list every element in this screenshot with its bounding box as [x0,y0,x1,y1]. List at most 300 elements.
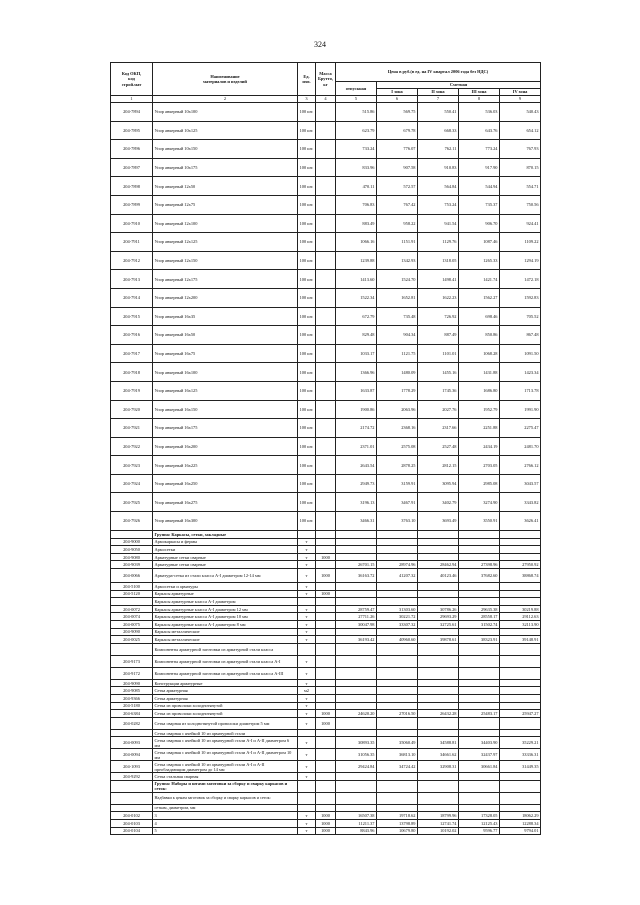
cell-mass [316,667,336,679]
cell-z4 [500,679,541,687]
cell-z3: 34403.90 [459,737,500,749]
cell-name: Сетка из проволоки холоднотянутой [153,702,298,710]
group-row [111,792,541,804]
cell-code: 204-7896 [111,140,153,159]
cell-code: 204-9000 [111,538,153,546]
cell-z1 [377,679,418,687]
cell-z1 [377,590,418,598]
cell-unit: 100 шт. [298,103,316,122]
cell-z2 [418,546,459,554]
cell-z3: 28558.17 [459,613,500,621]
table-row [111,233,541,252]
cell-z3: 1686.80 [459,381,500,400]
cell-mass [316,636,336,644]
cell-name: Арматурные сетки сварные [153,553,298,561]
unit-header: Ед. изм. [298,63,316,96]
cell-z2 [418,538,459,546]
cell-price: 3466.31 [336,512,377,531]
empty-cell [298,792,316,804]
cell-z2: 34588.81 [418,737,459,749]
cell-z3 [459,538,500,546]
empty-cell [500,792,541,804]
cell-z4 [500,717,541,729]
cell-unit: т [298,694,316,702]
cell-price: 1033.17 [336,344,377,363]
cell-z4 [500,538,541,546]
cell-name: Конструкции арматурные [153,679,298,687]
cell-z3: 31502.74 [459,621,500,629]
price-table-body [111,63,541,835]
cell-z3: 1562.27 [459,288,500,307]
cell-z2: 10192.02 [418,827,459,835]
cell-z4: 2275.47 [500,419,541,438]
cell-code: 204-0103 [111,820,153,828]
cell-z1 [377,538,418,546]
col-index: 2 [153,96,298,103]
cell-z1 [377,553,418,561]
cell-z4 [500,583,541,591]
cell-price: 733.24 [336,140,377,159]
cell-code: 204-9085 [111,687,153,695]
cell-code: 204-7895 [111,121,153,140]
cell-z4: 924.41 [500,214,541,233]
table-row [111,583,541,591]
cell-z4: 554.71 [500,177,541,196]
cell-code: 204-0094 [111,749,153,761]
empty-cell [316,792,336,804]
cell-name: Упор анкерный 10х100 [153,103,298,122]
cell-price: 36193.42 [336,636,377,644]
cell-price: 30047.98 [336,621,377,629]
cell-mass [316,456,336,475]
table-row [111,437,541,456]
cell-name: 5 [153,827,298,835]
cell-code: 204-7919 [111,381,153,400]
cell-z1: 2878.25 [377,456,418,475]
empty-cell [459,530,500,538]
table-row [111,569,541,583]
cell-z1: 34724.42 [377,761,418,773]
cell-mass [316,474,336,493]
empty-cell [316,530,336,538]
cell-mass [316,598,336,606]
cell-z4: 3343.82 [500,493,541,512]
cell-code: 204-7897 [111,158,153,177]
cell-name: Сетка стальная сварная [153,773,298,781]
table-row [111,621,541,629]
cell-code: 204-0282 [111,717,153,729]
table-row [111,749,541,761]
cell-code: 204-9172 [111,667,153,679]
cell-mass [316,702,336,710]
cell-z2: 1745.36 [418,381,459,400]
cell-z1 [377,628,418,636]
cell-z3: 12125.43 [459,820,500,828]
cell-name: 3 [153,812,298,820]
cell-mass [316,749,336,761]
cell-z4: 867.48 [500,326,541,345]
cell-mass [316,121,336,140]
cell-z1 [377,702,418,710]
table-row [111,694,541,702]
cell-z4 [500,655,541,667]
empty-cell [418,530,459,538]
table-row [111,140,541,159]
cell-z4: 35229.21 [500,737,541,749]
cell-z4: 38868.74 [500,569,541,583]
col-index: 8 [459,96,500,103]
cell-z2 [418,655,459,667]
group-title: Группа: Наборы и штамп заготовки за сборку и сварку каркасов и сеток: [153,780,298,792]
cell-z4: 32113.90 [500,621,541,629]
cell-unit: 100 шт. [298,456,316,475]
cell-z1 [377,717,418,729]
cell-mass [316,773,336,781]
cell-mass [316,270,336,289]
cell-z1: 3467.91 [377,493,418,512]
cell-price [336,694,377,702]
empty-cell [459,792,500,804]
cell-unit: т [298,583,316,591]
cell-name: Упор анкерный 16х275 [153,493,298,512]
empty-cell [336,804,377,812]
cell-z4 [500,553,541,561]
cell-unit: т [298,737,316,749]
cell-z1 [377,773,418,781]
cell-z1: 735.48 [377,307,418,326]
cell-name: Каркасы арматурные класса А-I диаметром 12 мм [153,605,298,613]
cell-z4 [500,546,541,554]
cell-code [111,792,153,804]
cell-name: Упор анкерный 16х125 [153,381,298,400]
cell-price [336,643,377,655]
page-number: 324 [314,40,326,49]
cell-code: 204-9039 [111,561,153,569]
cell-z1 [377,598,418,606]
cell-unit: т [298,613,316,621]
cell-name: Упор анкерный 16х50 [153,326,298,345]
cell-z3 [459,729,500,737]
cell-mass [316,538,336,546]
group-title: Надбавки к ценам заготовок за сборку и сварку каркасов и сеток: [153,792,298,804]
empty-cell [418,780,459,792]
cell-z1: 958.22 [377,214,418,233]
cell-z3: 698.46 [459,307,500,326]
cell-z2: 2812.15 [418,456,459,475]
cell-mass [316,233,336,252]
cell-z4 [500,598,541,606]
cell-z3: 1265.33 [459,251,500,270]
cell-name: Упор анкерный 12х100 [153,214,298,233]
cell-z4: 654.12 [500,121,541,140]
cell-z3 [459,590,500,598]
cell-name: 4 [153,820,298,828]
cell-z4: 3626.41 [500,512,541,531]
empty-cell [377,780,418,792]
cell-z3 [459,655,500,667]
empty-cell [336,530,377,538]
empty-cell [316,780,336,792]
cell-z4: 18062.29 [500,812,541,820]
cell-z3 [459,773,500,781]
cell-price [336,687,377,695]
cell-z1: 1480.09 [377,363,418,382]
cell-price: 26701.15 [336,561,377,569]
cell-unit: т [298,702,316,710]
cell-code: 204-7911 [111,233,153,252]
cell-z2: 3402.79 [418,493,459,512]
cell-code: 204-7899 [111,195,153,214]
cell-z2: 1622.23 [418,288,459,307]
cell-unit: 100 шт. [298,437,316,456]
cell-unit [298,598,316,606]
cell-unit: 100 шт. [298,512,316,531]
cell-name: Упор анкерный 12х175 [153,270,298,289]
cell-z4: 3043.57 [500,474,541,493]
cell-code: 204-9292 [111,773,153,781]
cell-z4: 12288.34 [500,820,541,828]
cell-name: Упор анкерный 16х225 [153,456,298,475]
table-row [111,400,541,419]
cell-unit: т [298,679,316,687]
cell-z3: 25483.17 [459,710,500,718]
cell-z2: 762.11 [418,140,459,159]
cell-price: 623.79 [336,121,377,140]
cell-unit: т [298,655,316,667]
cell-code: 204-7922 [111,437,153,456]
cell-unit [298,643,316,655]
cell-z3 [459,553,500,561]
cell-price: 31056.35 [336,749,377,761]
cell-unit: 100 шт. [298,400,316,419]
cell-z3: 38323.91 [459,636,500,644]
cell-z3: 773.24 [459,140,500,159]
cell-code [111,530,153,538]
cell-name: Сетка сварная с ячейкой 10 из арматурной стали А-I и А-II диаметром 6 мм [153,737,298,749]
cell-price: 1633.87 [336,381,377,400]
cell-code: 204-7915 [111,307,153,326]
cell-z4 [500,702,541,710]
cell-z4: 9794.01 [500,827,541,835]
table-row [111,679,541,687]
cell-z4: 1423.34 [500,363,541,382]
cell-z3: 544.94 [459,177,500,196]
cell-z3: 2985.08 [459,474,500,493]
cell-price: 833.96 [336,158,377,177]
cell-unit: 100 шт. [298,307,316,326]
cell-mass [316,613,336,621]
cell-mass [316,493,336,512]
cell-mass [316,158,336,177]
cell-unit: 100 шт. [298,493,316,512]
cell-z3: 2434.19 [459,437,500,456]
cell-z2: 2527.48 [418,437,459,456]
cell-mass [316,561,336,569]
cell-mass: 1000 [316,827,336,835]
empty-cell [500,804,541,812]
cell-unit [298,729,316,737]
name-header: Наименование материалов и изделий [153,63,298,96]
cell-z2: 12741.74 [418,820,459,828]
cell-z4 [500,773,541,781]
cell-price [336,628,377,636]
cell-mass [316,437,336,456]
cell-unit: т [298,773,316,781]
cell-z1: 679.78 [377,121,418,140]
cell-code: 204-0075 [111,621,153,629]
cell-name: Упор анкерный 12х50 [153,177,298,196]
cell-z3: 906.70 [459,214,500,233]
cell-name: Упор анкерный 16х175 [153,419,298,438]
table-row [111,177,541,196]
cell-z1 [377,694,418,702]
cell-name: Упор анкерный 16х75 [153,344,298,363]
cell-unit: т [298,561,316,569]
cell-code: 204-7898 [111,177,153,196]
col-index: 4 [316,96,336,103]
cell-code: 204-9050 [111,546,153,554]
cell-unit: 100 шт. [298,381,316,400]
empty-cell [336,780,377,792]
table-row [111,710,541,718]
cell-mass [316,195,336,214]
cell-mass [316,400,336,419]
cell-unit: 100 шт. [298,326,316,345]
cell-z1 [377,687,418,695]
cell-z1: 2368.16 [377,419,418,438]
col-index: 5 [336,96,377,103]
cell-z1: 907.58 [377,158,418,177]
table-row [111,381,541,400]
empty-cell [418,792,459,804]
cell-price: 1239.88 [336,251,377,270]
table-row [111,773,541,781]
cell-z2: 32908.31 [418,761,459,773]
cell-code: 204-7916 [111,326,153,345]
col-index: 3 [298,96,316,103]
cell-z4: 540.43 [500,103,541,122]
cell-z2: 1101.01 [418,344,459,363]
cell-z2 [418,667,459,679]
table-row [111,474,541,493]
cell-z2: 28462.94 [418,561,459,569]
cell-name: Упор анкерный 10х175 [153,158,298,177]
empty-cell [418,804,459,812]
cell-z1: 3159.91 [377,474,418,493]
price-table [110,62,541,835]
cell-mass: 1000 [316,812,336,820]
cell-z4: 31449.35 [500,761,541,773]
cell-price: 1066.16 [336,233,377,252]
cell-mass [316,512,336,531]
cell-z3 [459,702,500,710]
cell-price [336,538,377,546]
table-row [111,667,541,679]
cell-z2: 2317.66 [418,419,459,438]
cell-price [336,679,377,687]
table-row [111,419,541,438]
cell-z3: 17328.05 [459,812,500,820]
cell-z1 [377,583,418,591]
group-row [111,780,541,792]
table-row [111,613,541,621]
cell-price [336,655,377,667]
cell-name: Армокаркасы и фермы [153,538,298,546]
cell-price: 706.83 [336,195,377,214]
cell-price: 28759.47 [336,605,377,613]
cell-z2: 753.24 [418,195,459,214]
cell-price: 672.79 [336,307,377,326]
cell-z4: 1472.18 [500,270,541,289]
cell-z4 [500,694,541,702]
cell-z2 [418,553,459,561]
release-price-header: отпускная [336,82,377,96]
cell-z4: 33336.31 [500,749,541,761]
cell-z4: 27950.92 [500,561,541,569]
cell-code: 204-7910 [111,214,153,233]
cell-z3 [459,583,500,591]
col-index: 9 [500,96,541,103]
cell-z3 [459,628,500,636]
cell-price: 16507.38 [336,812,377,820]
cell-z4: 25947.27 [500,710,541,718]
cell-z1: 767.42 [377,195,418,214]
cell-z2 [418,679,459,687]
cell-z3 [459,679,500,687]
table-row [111,605,541,613]
cell-name: Упор анкерный 16х150 [153,400,298,419]
cell-code: 204-7923 [111,456,153,475]
cell-z2: 26432.28 [418,710,459,718]
table-row [111,590,541,598]
cell-z2: 668.33 [418,121,459,140]
cell-unit: 100 шт. [298,270,316,289]
cell-z1: 19718.62 [377,812,418,820]
cell-z4: 2481.70 [500,437,541,456]
cell-z1: 569.75 [377,103,418,122]
table-row [111,103,541,122]
cell-name: Каркасы металлические [153,628,298,636]
cell-z1: 30221.72 [377,613,418,621]
cell-z1: 10679.80 [377,827,418,835]
cell-mass [316,694,336,702]
cell-z2: 564.84 [418,177,459,196]
cell-z1: 31303.60 [377,605,418,613]
table-row [111,628,541,636]
cell-z1: 2575.08 [377,437,418,456]
cell-unit: 100 шт. [298,474,316,493]
cell-z2: 29693.29 [418,613,459,621]
cell-z1: 776.07 [377,140,418,159]
cell-name: Компоненты арматурной заготовки из арматурной стали класса А-III [153,667,298,679]
cell-z4: 30219.88 [500,605,541,613]
cell-mass [316,140,336,159]
cell-z1: 1121.75 [377,344,418,363]
cell-name: Сетка арматурная [153,694,298,702]
cell-code: 204-0066 [111,569,153,583]
cell-name: Упор анкерный 12х150 [153,251,298,270]
cell-z3: 1421.74 [459,270,500,289]
empty-cell [459,780,500,792]
code-header: Код ОКП, код строй.мат [111,63,153,96]
cell-z1: 27016.50 [377,710,418,718]
cell-mass: 1000 [316,717,336,729]
cell-code: 204-9090 [111,679,153,687]
cell-unit: 100 шт. [298,121,316,140]
cell-code [111,643,153,655]
cell-code: 204-7912 [111,251,153,270]
cell-z2: 18799.96 [418,812,459,820]
